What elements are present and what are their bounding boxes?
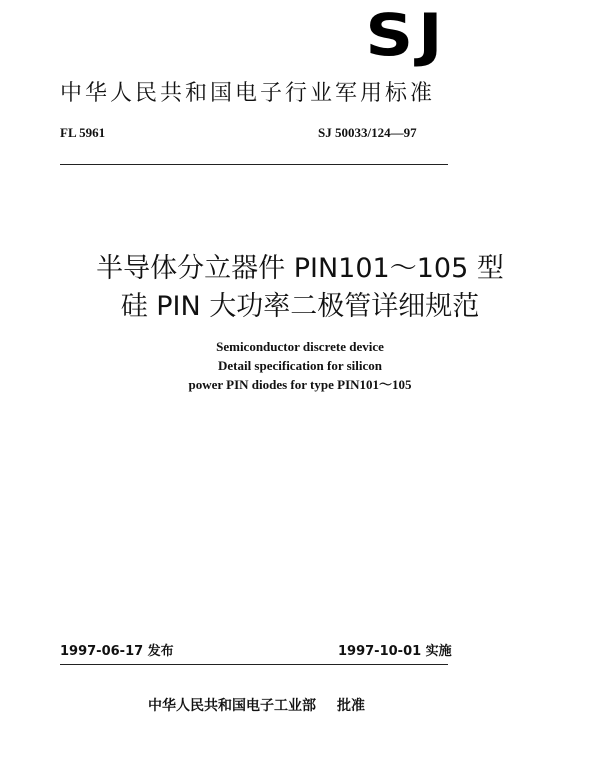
- chinese-title-line-1: 半导体分立器件 PIN101～105 型: [96, 253, 504, 284]
- header-divider: [60, 164, 448, 165]
- chinese-title-line-2: 硅 PIN 大功率二极管详细规范: [120, 291, 480, 322]
- sj-logo: SJ: [365, 1, 448, 69]
- chinese-title: [0, 250, 600, 326]
- english-title-line-3: power PIN diodes for type PIN101～105: [188, 377, 412, 392]
- standard-type-heading: 中华人民共和国电子行业军用标准: [60, 81, 436, 106]
- english-title-line-1: Semiconductor discrete device: [216, 339, 384, 354]
- standard-number: SJ 50033/124—97: [318, 125, 417, 140]
- english-title: [0, 337, 600, 394]
- classification-code: FL 5961: [60, 125, 106, 140]
- approval-word: 批准: [337, 698, 365, 714]
- footer-divider: [60, 664, 448, 665]
- english-title-line-2: Detail specification for silicon: [217, 358, 383, 373]
- effective-date: 1997-10-01 实施: [338, 644, 452, 659]
- issue-date: 1997-06-17 发布: [60, 644, 174, 659]
- approving-authority: 中华人民共和国电子工业部: [148, 698, 316, 714]
